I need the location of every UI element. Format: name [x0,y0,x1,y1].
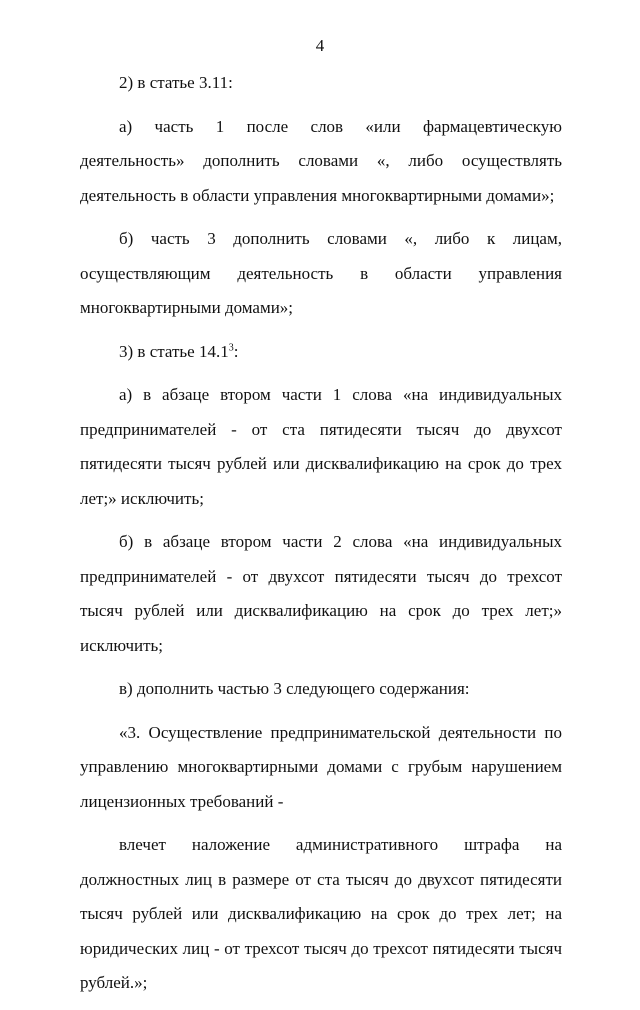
article-heading-text: 3) в статье 14.1 [119,341,229,361]
paragraph-3-11-a: а) часть 1 после слов «или фармацевтическую деятельность» дополнить словами «, либо осуществлять деятельность в области управления многоквартирными домами»; [80,116,562,205]
paragraph-article-14-1-3 [80,335,562,370]
document-body [80,66,562,1010]
paragraph-part-3-text: «3. Осуществление предпринимательской деятельности по управлению многоквартирными домами с грубым нарушением лицензионных требований - [80,722,562,811]
paragraph-14-1-3-c: в) дополнить частью 3 следующего содержания: [119,679,470,698]
paragraph-14-1-3-a: а) в абзаце втором части 1 слова «на индивидуальных предпринимателей - от ста пятидесяти тысяч до двухсот пятидесяти тысяч рублей или дисквалификацию на срок до трех лет;» исключить; [80,385,562,508]
page-number: 4 [315,36,325,55]
paragraph-14-1-3-b: б) в абзаце втором части 2 слова «на индивидуальных предпринимателей - от двухсот пятидесяти тысяч до трехсот тысяч рублей или дисквалификацию на срок до трех лет;» исключить; [80,532,562,655]
paragraph-article-3-11: 2) в статье 3.11: [119,73,233,92]
article-heading-colon: : [233,341,239,361]
article-superscript: 3 [228,341,234,353]
paragraph-3-11-b: б) часть 3 дополнить словами «, либо к лицам, осуществляющим деятельность в области управления многоквартирными домами»; [80,229,562,317]
paragraph-penalty-text: влечет наложение административного штрафа на должностных лиц в размере от ста тысяч до двухсот пятидесяти тысяч рублей или дисквалификацию на срок до трех лет; на юридических лиц - от трехсот тысяч до трехсот пятидесяти тысяч рублей.»; [80,835,562,992]
